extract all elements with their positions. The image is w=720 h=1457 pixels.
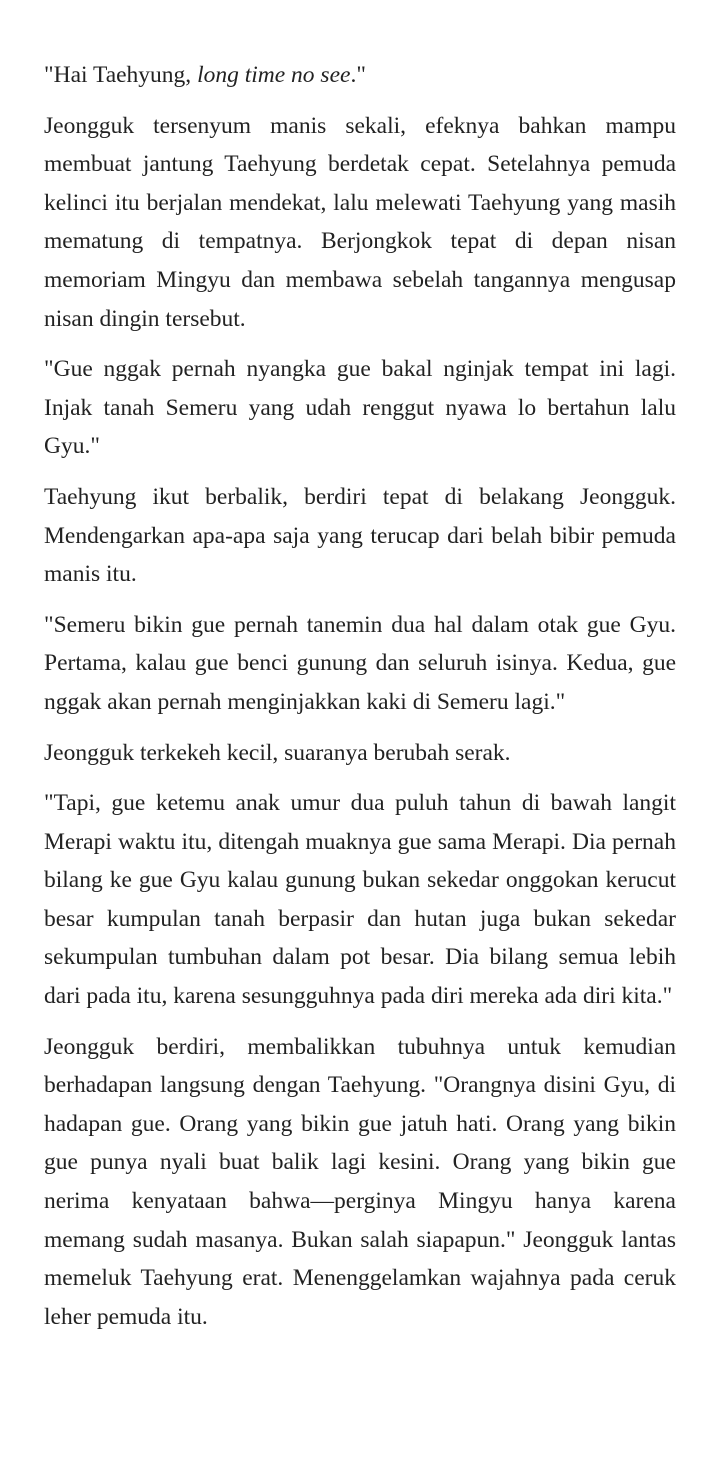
- paragraph-2: Jeongguk tersenyum manis sekali, efeknya bahkan mampu membuat jantung Taehyung berdetak cepat. Setelahnya pemuda kelinci itu berjalan mendekat, lalu melewati Taehyung yang masih mematung di tempatnya. Berjongkok tepat di depan nisan memoriam Mingyu dan membawa sebelah tangannya mengusap nisan dingin tersebut.: [44, 112, 676, 332]
- paragraph-3: "Gue nggak pernah nyangka gue bakal nginjak tempat ini lagi. Injak tanah Semeru yang udah renggut nyawa lo bertahun lalu Gyu.": [44, 356, 676, 460]
- paragraph-1: [44, 56, 676, 95]
- paragraph-4: Taehyung ikut berbalik, berdiri tepat di belakang Jeongguk. Mendengarkan apa-apa saja yang terucap dari belah bibir pemuda manis itu.: [44, 483, 676, 588]
- paragraph-1-open: "Hai Taehyung,: [44, 62, 198, 88]
- paragraph-6: Jeongguk terkekeh kecil, suaranya berubah serak.: [44, 739, 511, 766]
- paragraph-1-close: .": [350, 62, 366, 88]
- paragraph-1-italic: long time no see: [197, 62, 351, 88]
- paragraph-7: "Tapi, gue ketemu anak umur dua puluh tahun di bawah langit Merapi waktu itu, ditengah muaknya gue sama Merapi. Dia pernah bilang ke gue Gyu kalau gunung bukan sekedar onggokan kerucut besar kumpulan tanah berpasir dan hutan juga bukan sekedar sekumpulan tumbuhan dalam pot besar. Dia bilang semua lebih dari pada itu, karena sesungguhnya pada diri mereka ada diri kita.": [44, 790, 676, 1010]
- paragraph-8: Jeongguk berdiri, membalikkan tubuhnya untuk kemudian berhadapan langsung dengan Taehyung. "Orangnya disini Gyu, di hadapan gue. Orang yang bikin gue jatuh hati. Orang yang bikin gue punya nyali buat balik lagi kesini. Orang yang bikin gue nerima kenyataan bahwa—perginya Mingyu hanya karena memang sudah masanya. Bukan salah siapapun." Jeongguk lantas memeluk Taehyung erat. Menenggelamkan wajahnya pada ceruk leher pemuda itu.: [44, 1033, 676, 1330]
- paragraph-5: "Semeru bikin gue pernah tanemin dua hal dalam otak gue Gyu. Pertama, kalau gue benci gunung dan seluruh isinya. Kedua, gue nggak akan pernah menginjakkan kaki di Semeru lagi.": [44, 611, 676, 715]
